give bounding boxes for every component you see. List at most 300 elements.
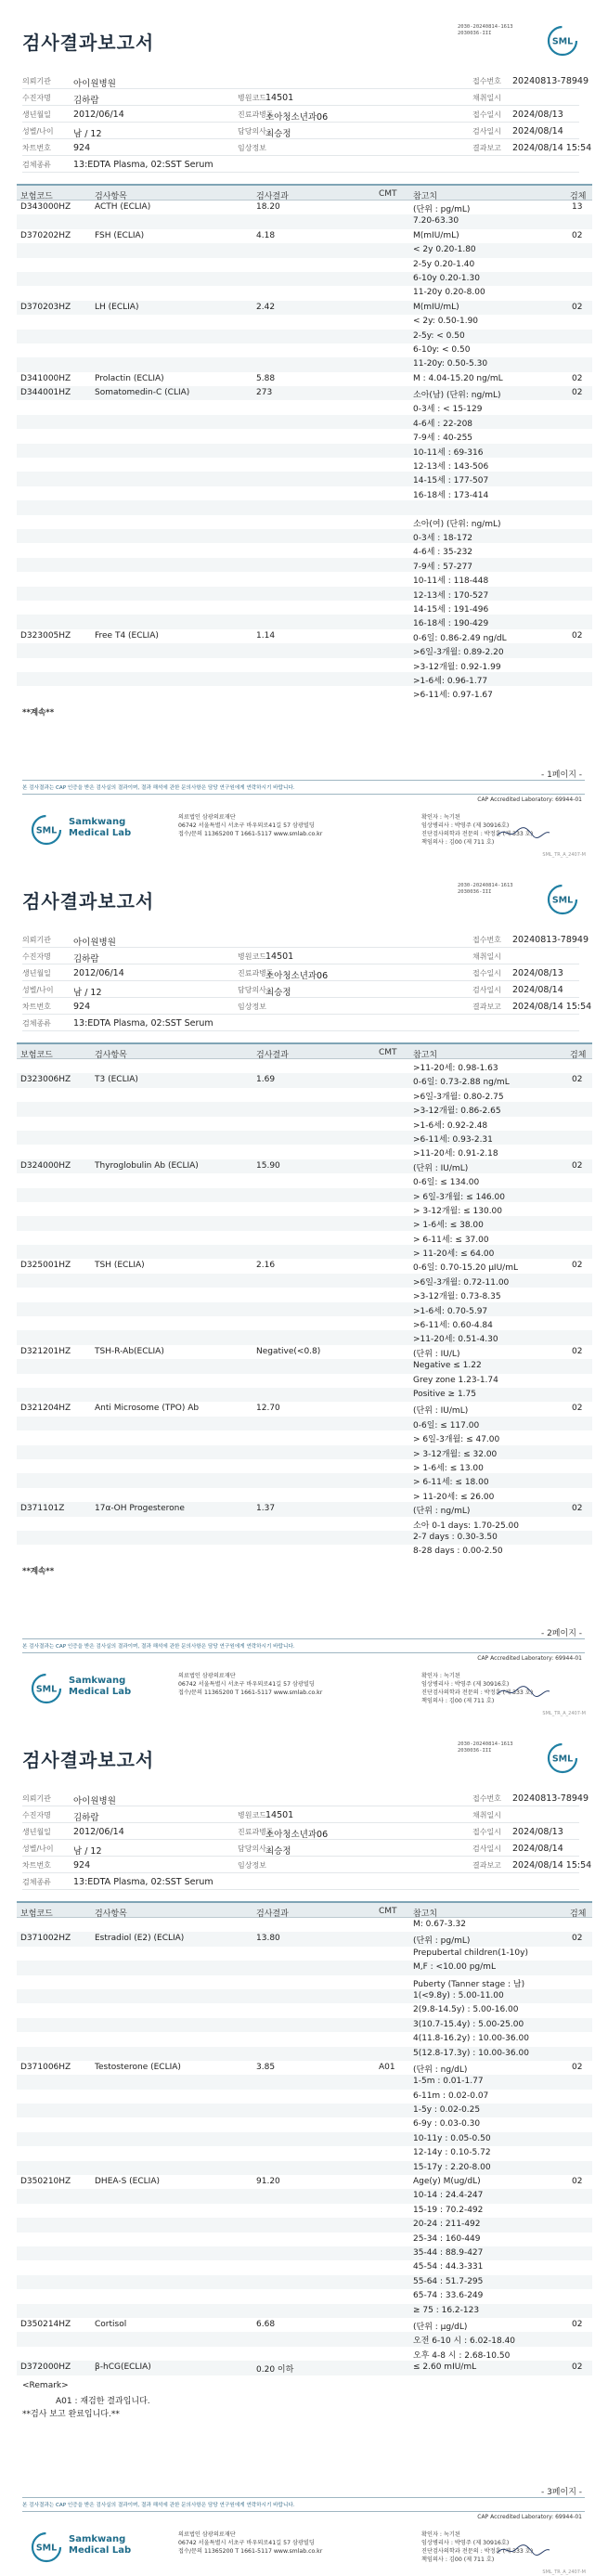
table-row bbox=[17, 2332, 592, 2346]
specimen: 02 bbox=[572, 302, 583, 312]
reference-range: 0-6일: 0.86-2.49 ng/dL bbox=[413, 633, 507, 643]
cap-accreditation: CAP Accredited Laboratory: 69944-01 bbox=[477, 1655, 582, 1662]
table-row bbox=[17, 1345, 592, 1359]
insurance-code: D325001HZ bbox=[20, 1261, 71, 1271]
collect-label: 채취일시 bbox=[472, 94, 501, 102]
specimen: 02 bbox=[572, 630, 583, 641]
accept-value: 2024/08/13 bbox=[512, 110, 563, 120]
signature-image bbox=[496, 1683, 551, 1700]
table-row bbox=[17, 1445, 592, 1459]
patient-info bbox=[22, 72, 592, 173]
test-name: Prolactin (ECLIA) bbox=[95, 373, 164, 383]
reference-range: > 6-11세: ≤ 18.00 bbox=[413, 1478, 489, 1488]
chart-value: 924 bbox=[73, 1860, 91, 1871]
reference-range: >6일-3개월: 0.72-11.00 bbox=[413, 1277, 510, 1288]
table-row bbox=[17, 258, 592, 272]
dept-value: 소아청소년과06 bbox=[265, 971, 329, 981]
reference-range: 오전 6-10 시 : 6.02-18.40 bbox=[413, 2337, 516, 2347]
chart-label: 차트번호 bbox=[22, 1861, 51, 1870]
reference-range: 0-3세 : 18-172 bbox=[413, 533, 473, 543]
test-result: 15.90 bbox=[256, 1160, 280, 1171]
signatory-line: 진단검사의학과 전문의 : 박정훈 (제 333 호) bbox=[421, 1689, 534, 1696]
info-row bbox=[22, 1823, 579, 1840]
dept-value: 소아청소년과06 bbox=[265, 112, 329, 123]
reference-range: >6일-3개월: 0.89-2.20 bbox=[413, 648, 504, 658]
chart-value: 924 bbox=[73, 143, 91, 153]
table-row bbox=[17, 587, 592, 601]
test-name: TSH-R-Ab(ECLIA) bbox=[95, 1346, 164, 1356]
result-label: 결과보고 bbox=[472, 1861, 501, 1870]
reference-range: 16-18세 : 190-429 bbox=[413, 619, 489, 629]
test-result: 91.20 bbox=[256, 2177, 280, 2187]
test-name: β-hCG(ECLIA) bbox=[95, 2362, 151, 2373]
table-row bbox=[17, 2146, 592, 2160]
barcode-text bbox=[458, 883, 513, 896]
test-name: Cortisol bbox=[95, 2319, 127, 2329]
document-id: SML_TR_A_2407-M bbox=[542, 2570, 586, 2575]
table-row bbox=[17, 1417, 592, 1430]
reference-range: 1(<9.8y) : 5.00-11.00 bbox=[413, 1990, 504, 2000]
reference-range: >6일-3개월: 0.80-2.75 bbox=[413, 1092, 504, 1102]
clinical-label: 임상정보 bbox=[238, 144, 266, 152]
insurance-code: D324000HZ bbox=[20, 1160, 71, 1171]
table-row bbox=[17, 2175, 592, 2189]
reference-range: > 1-6세: ≤ 13.00 bbox=[413, 1463, 484, 1473]
hospital-value: 아이원병원 bbox=[73, 79, 116, 89]
address-line: 06742 서울특별시 서초구 바우뫼로41길 57 삼광빌딩 bbox=[178, 1681, 315, 1688]
info-row bbox=[22, 1840, 579, 1857]
signatory-line: 임상병리사 : 박영주 (제 30916호) bbox=[421, 1681, 510, 1688]
table-row bbox=[17, 1131, 592, 1145]
table-row bbox=[17, 1932, 592, 1946]
chart-label: 차트번호 bbox=[22, 1003, 51, 1011]
reference-range: > 11-20세: ≤ 64.00 bbox=[413, 1249, 495, 1260]
sex-age-label: 성별/나이 bbox=[22, 127, 54, 136]
patient-label: 수진자명 bbox=[22, 1811, 51, 1819]
table-row bbox=[17, 2233, 592, 2246]
chart-label: 차트번호 bbox=[22, 144, 51, 152]
remark-end: **검사 보고 완료입니다.** bbox=[22, 2409, 120, 2419]
reference-range: M,F : <10.00 pg/mL bbox=[413, 1962, 496, 1973]
table-row bbox=[17, 1188, 592, 1202]
table-row bbox=[17, 2275, 592, 2289]
table-row bbox=[17, 1473, 592, 1487]
reference-range: 2-5y: < 0.50 bbox=[413, 330, 465, 341]
reference-range: >6-11세: 0.93-2.31 bbox=[413, 1134, 493, 1145]
table-row bbox=[17, 301, 592, 315]
test-name: FSH (ECLIA) bbox=[95, 230, 145, 240]
reference-range: < 2y: 0.50-1.90 bbox=[413, 317, 479, 327]
reference-range: >3-12개월: 0.73-8.35 bbox=[413, 1292, 501, 1302]
table-row bbox=[17, 1102, 592, 1116]
dept-label: 진료과병동 bbox=[238, 1828, 274, 1836]
check-value: 2024/08/14 bbox=[512, 126, 563, 136]
test-name: T3 (ECLIA) bbox=[95, 1075, 138, 1085]
table-row bbox=[17, 2061, 592, 2075]
test-name: ACTH (ECLIA) bbox=[95, 202, 151, 212]
remark-label: <Remark> bbox=[22, 2380, 69, 2390]
notice-bar bbox=[22, 1638, 585, 1653]
table-row bbox=[17, 558, 592, 572]
test-result: 4.18 bbox=[256, 230, 276, 240]
reference-range: (단위 : pg/mL) bbox=[413, 1936, 471, 1947]
sex-age-label: 성별/나이 bbox=[22, 986, 54, 994]
table-row bbox=[17, 1145, 592, 1159]
reference-range: Positive ≥ 1.75 bbox=[413, 1389, 476, 1399]
table-row bbox=[17, 214, 592, 228]
sample-value: 13:EDTA Plasma, 02:SST Serum bbox=[73, 1018, 213, 1029]
table-row bbox=[17, 1517, 592, 1531]
table-row bbox=[17, 643, 592, 657]
signatory-line: 임상병리사 : 박영주 (제 30916호) bbox=[421, 2540, 510, 2546]
notice-bar bbox=[22, 2497, 585, 2512]
table-row bbox=[17, 1059, 592, 1073]
info-row bbox=[22, 1015, 579, 1031]
signature-image bbox=[496, 2542, 551, 2558]
reference-range: 6-10y: < 0.50 bbox=[413, 344, 471, 355]
reference-range: (단위 : IU/mL) bbox=[413, 1406, 469, 1417]
insurance-code: D323006HZ bbox=[20, 1075, 71, 1085]
table-row bbox=[17, 400, 592, 414]
info-row bbox=[22, 964, 579, 981]
column-header-insurance-code: 보험코드 bbox=[20, 192, 53, 201]
table-row bbox=[17, 1245, 592, 1259]
insurance-code: D370203HZ bbox=[20, 302, 71, 312]
table-row bbox=[17, 2204, 592, 2218]
table-row bbox=[17, 1430, 592, 1444]
address-line: 06742 서울특별시 서초구 바우뫼로41길 57 삼광빌딩 bbox=[178, 822, 315, 829]
insurance-code: D321201HZ bbox=[20, 1346, 71, 1356]
chart-value: 924 bbox=[73, 1002, 91, 1012]
table-row bbox=[17, 1402, 592, 1416]
info-row bbox=[22, 948, 579, 964]
doctor-value: 최승정 bbox=[265, 129, 291, 139]
reference-range: >1-6세: 0.96-1.77 bbox=[413, 676, 488, 686]
specimen: 02 bbox=[572, 1261, 583, 1271]
reference-range: >3-12개월: 0.86-2.65 bbox=[413, 1107, 501, 1117]
signatory-line: 확인자 : 녹기된 bbox=[421, 814, 460, 821]
table-header bbox=[17, 184, 592, 201]
notice-text: 본 검사결과는 CAP 인증을 받은 검사실의 결과이며, 결과 해석에 관한 문의사항은 담당 연구원에게 연락하시기 바랍니다. bbox=[22, 2503, 295, 2508]
company-name-line: Medical Lab bbox=[69, 2545, 132, 2556]
birth-label: 생년월일 bbox=[22, 1828, 51, 1836]
reference-range: 7-9세 : 40-255 bbox=[413, 434, 473, 444]
barcode-text bbox=[458, 24, 513, 37]
remark-a01: A01 : 재검한 결과입니다. bbox=[56, 2396, 150, 2406]
signatory-line: 확인자 : 녹기된 bbox=[421, 1673, 460, 1679]
column-header-reference-range: 참고치 bbox=[413, 192, 438, 201]
table-row bbox=[17, 1918, 592, 1932]
table-row bbox=[17, 2090, 592, 2104]
table-row bbox=[17, 1202, 592, 1216]
test-name: Thyroglobulin Ab (ECLIA) bbox=[95, 1160, 199, 1171]
reference-range: (단위 : IU/L) bbox=[413, 1349, 460, 1359]
results-table bbox=[17, 184, 592, 701]
reference-range: 0-3세 : < 15-129 bbox=[413, 405, 483, 415]
reference-range: 10-11세 : 118-448 bbox=[413, 576, 489, 587]
column-header-test-result: 검사결과 bbox=[256, 192, 289, 201]
table-row bbox=[17, 1216, 592, 1230]
report-page bbox=[0, 1717, 608, 2576]
column-header-reference-range: 참고치 bbox=[413, 1051, 438, 1060]
hospital-label: 의뢰기관 bbox=[22, 77, 51, 85]
reference-range: 15-19 : 70.2-492 bbox=[413, 2205, 484, 2215]
receipt-value: 20240813-78949 bbox=[512, 935, 589, 945]
barcode-line: 2030036-III bbox=[458, 31, 492, 36]
column-header-test-name: 검사항목 bbox=[95, 1051, 127, 1060]
info-row bbox=[22, 1873, 579, 1890]
reference-range: Age(y) M(ug/dL) bbox=[413, 2177, 481, 2187]
company-name-line: Samkwang bbox=[69, 817, 126, 827]
test-result: 2.16 bbox=[256, 1261, 276, 1271]
reference-range: 오후 4-8 시 : 2.68-10.50 bbox=[413, 2350, 511, 2361]
test-name: Estradiol (E2) (ECLIA) bbox=[95, 1934, 185, 1944]
dept-label: 진료과병동 bbox=[238, 969, 274, 977]
receipt-value: 20240813-78949 bbox=[512, 1793, 589, 1804]
address-line: 06742 서울특별시 서초구 바우뫼로41길 57 삼광빌딩 bbox=[178, 2540, 315, 2546]
address-line: 의료법인 삼광의료재단 bbox=[178, 814, 236, 821]
reference-range: ≥ 75 : 16.2-123 bbox=[413, 2305, 480, 2315]
doctor-label: 담당의사 bbox=[238, 127, 266, 136]
reference-range: 7-9세 : 57-277 bbox=[413, 562, 473, 572]
barcode-line: 2030036-III bbox=[458, 889, 492, 895]
test-result: 3.85 bbox=[256, 2062, 276, 2072]
signatory-line: 임상병리사 : 박영주 (제 30916호) bbox=[421, 822, 510, 829]
specimen: 02 bbox=[572, 2062, 583, 2072]
signatory-line: 책임의사 : 김00 (제 711 호) bbox=[421, 2557, 495, 2563]
reference-range: >11-20세: 0.98-1.63 bbox=[413, 1064, 498, 1073]
reference-range: >3-12개월: 0.92-1.99 bbox=[413, 662, 501, 672]
table-row bbox=[17, 1459, 592, 1473]
code-label: 병원코드 bbox=[238, 1811, 266, 1819]
reference-range: >1-6세: 0.70-5.97 bbox=[413, 1306, 488, 1316]
reference-range: 4-6세 : 35-232 bbox=[413, 548, 473, 558]
info-row bbox=[22, 981, 579, 998]
info-row bbox=[22, 998, 592, 1015]
specimen: 02 bbox=[572, 2362, 583, 2373]
reference-range: > 6-11세: ≤ 37.00 bbox=[413, 1235, 489, 1245]
table-row bbox=[17, 415, 592, 429]
table-row bbox=[17, 2218, 592, 2232]
table-row bbox=[17, 543, 592, 557]
clinical-label: 임상정보 bbox=[238, 1861, 266, 1870]
table-row bbox=[17, 1975, 592, 1989]
reference-range: (단위 : IU/mL) bbox=[413, 1163, 469, 1173]
company-name-line: Samkwang bbox=[69, 1676, 126, 1686]
table-row bbox=[17, 1231, 592, 1245]
reference-range: 11-20y: 0.50-5.30 bbox=[413, 359, 488, 369]
reference-range: > 1-6세: ≤ 38.00 bbox=[413, 1221, 484, 1231]
result-value: 2024/08/14 15:54 bbox=[512, 1002, 592, 1012]
test-result: 18.20 bbox=[256, 202, 280, 212]
code-value: 14501 bbox=[265, 93, 294, 103]
sml-logo-icon bbox=[546, 24, 579, 58]
reference-range: 소아(남) (단위: ng/mL) bbox=[413, 391, 501, 401]
info-row bbox=[22, 1857, 592, 1873]
table-row bbox=[17, 444, 592, 458]
collect-label: 채취일시 bbox=[472, 1811, 501, 1819]
report-page bbox=[0, 0, 608, 859]
table-row bbox=[17, 2189, 592, 2203]
table-row bbox=[17, 386, 592, 400]
column-header-specimen: 검체 bbox=[570, 192, 587, 201]
reference-range: ≤ 2.60 mIU/mL bbox=[413, 2362, 477, 2373]
insurance-code: D371006HZ bbox=[20, 2062, 71, 2072]
table-row bbox=[17, 1288, 592, 1301]
address-line: 접수/문의 11365200 T 1661-5117 www.smlab.co.kr bbox=[178, 1689, 323, 1696]
samkwang-logo-icon bbox=[30, 1672, 63, 1705]
sample-value: 13:EDTA Plasma, 02:SST Serum bbox=[73, 1877, 213, 1887]
info-row bbox=[22, 72, 589, 89]
table-row bbox=[17, 357, 592, 371]
receipt-label: 접수번호 bbox=[472, 1794, 501, 1803]
barcode-line: 2030-20240814-1613 bbox=[458, 883, 513, 888]
sample-value: 13:EDTA Plasma, 02:SST Serum bbox=[73, 160, 213, 170]
info-row bbox=[22, 156, 579, 173]
reference-range: (단위 : pg/mL) bbox=[413, 205, 471, 214]
table-row bbox=[17, 658, 592, 672]
reference-range: >6-11세: 0.97-1.67 bbox=[413, 691, 493, 701]
reference-range: > 3-12개월: ≤ 32.00 bbox=[413, 1449, 498, 1459]
table-row bbox=[17, 2161, 592, 2175]
table-row bbox=[17, 286, 592, 300]
table-row bbox=[17, 2246, 592, 2260]
check-value: 2024/08/14 bbox=[512, 1844, 563, 1854]
birth-value: 2012/06/14 bbox=[73, 1827, 124, 1837]
barcode-line: 2030036-III bbox=[458, 1748, 492, 1754]
logo-text: SML bbox=[35, 825, 58, 836]
company-name-line: Medical Lab bbox=[69, 828, 132, 838]
company-name-line: Medical Lab bbox=[69, 1687, 132, 1697]
reference-range: 14-15세 : 191-496 bbox=[413, 604, 489, 615]
specimen: 02 bbox=[572, 388, 583, 398]
table-row bbox=[17, 372, 592, 386]
reference-range: 45-54 : 44.3-331 bbox=[413, 2262, 484, 2272]
table-row bbox=[17, 2117, 592, 2131]
sample-label: 검체종류 bbox=[22, 161, 51, 169]
table-row bbox=[17, 629, 592, 643]
samkwang-logo-icon bbox=[30, 2531, 63, 2564]
patient-value: 김하람 bbox=[73, 1813, 99, 1823]
accept-value: 2024/08/13 bbox=[512, 968, 563, 978]
reference-range: 12-13세 : 143-506 bbox=[413, 462, 489, 472]
info-row bbox=[22, 139, 592, 156]
company-name-line: Samkwang bbox=[69, 2534, 126, 2544]
table-row bbox=[17, 2003, 592, 2017]
column-header-specimen: 검체 bbox=[570, 1909, 587, 1919]
reference-range: 55-64 : 51.7-295 bbox=[413, 2276, 484, 2286]
table-row bbox=[17, 1259, 592, 1273]
reference-range: 0-6일: 0.70-15.20 μIU/mL bbox=[413, 1263, 518, 1274]
reference-range: 10-14 : 24.4-247 bbox=[413, 2191, 484, 2201]
table-row bbox=[17, 2361, 592, 2375]
receipt-value: 20240813-78949 bbox=[512, 76, 589, 86]
specimen: 02 bbox=[572, 373, 583, 383]
check-label: 검사일시 bbox=[472, 986, 501, 994]
table-row bbox=[17, 686, 592, 700]
column-header-cmt: CMT bbox=[379, 189, 397, 199]
hospital-value: 아이원병원 bbox=[73, 1796, 116, 1806]
result-value: 2024/08/14 15:54 bbox=[512, 143, 592, 153]
insurance-code: D350210HZ bbox=[20, 2177, 71, 2187]
table-row bbox=[17, 2260, 592, 2274]
signatory-line: 진단검사의학과 전문의 : 박정훈 (제 333 호) bbox=[421, 2548, 534, 2555]
results-table bbox=[17, 1901, 592, 2375]
company-address bbox=[178, 813, 322, 838]
test-result: 12.70 bbox=[256, 1404, 280, 1414]
table-row bbox=[17, 2032, 592, 2046]
reference-range: 15-17y : 2.20-8.00 bbox=[413, 2162, 491, 2172]
specimen: 13 bbox=[572, 202, 583, 212]
reference-range: 6-10y 0.20-1.30 bbox=[413, 273, 480, 283]
accept-label: 접수일시 bbox=[472, 1828, 501, 1836]
test-name: Anti Microsome (TPO) Ab bbox=[95, 1404, 200, 1414]
column-header-test-result: 검사결과 bbox=[256, 1909, 289, 1919]
table-row bbox=[17, 1947, 592, 1961]
page-title: 검사결과보고서 bbox=[22, 1749, 155, 1771]
reference-range: 7.20-63.30 bbox=[413, 216, 459, 227]
table-row bbox=[17, 2318, 592, 2332]
sml-logo-icon bbox=[546, 883, 579, 916]
reference-range: 2(9.8-14.5y) : 5.00-16.00 bbox=[413, 2005, 519, 2015]
reference-range: 12-14y : 0.10-5.72 bbox=[413, 2148, 491, 2158]
code-value: 14501 bbox=[265, 951, 294, 962]
column-header-test-name: 검사항목 bbox=[95, 1909, 127, 1919]
specimen: 02 bbox=[572, 1346, 583, 1356]
info-row bbox=[22, 1790, 589, 1806]
receipt-label: 접수번호 bbox=[472, 936, 501, 944]
table-row bbox=[17, 1274, 592, 1288]
table-row bbox=[17, 1117, 592, 1131]
table-row bbox=[17, 1173, 592, 1187]
dept-value: 소아청소년과06 bbox=[265, 1830, 329, 1840]
insurance-code: D343000HZ bbox=[20, 202, 71, 212]
continued-label: **계속** bbox=[22, 1567, 55, 1576]
continued-label: **계속** bbox=[22, 708, 55, 718]
test-result: 1.69 bbox=[256, 1075, 276, 1085]
reference-range: >11-20세: 0.91-2.18 bbox=[413, 1149, 498, 1159]
reference-range: < 2y 0.20-1.80 bbox=[413, 245, 476, 255]
hospital-label: 의뢰기관 bbox=[22, 936, 51, 944]
info-row bbox=[22, 123, 579, 139]
reference-range: 16-18세 : 173-414 bbox=[413, 490, 489, 500]
reference-range: 3(10.7-15.4y) : 5.00-25.00 bbox=[413, 2019, 524, 2029]
table-row bbox=[17, 2347, 592, 2361]
table-row bbox=[17, 529, 592, 543]
birth-label: 생년월일 bbox=[22, 969, 51, 977]
specimen: 02 bbox=[572, 2177, 583, 2187]
test-result: 1.14 bbox=[256, 630, 276, 641]
logo-text: SML bbox=[35, 1684, 58, 1695]
page-number: - 1페이지 - bbox=[540, 770, 582, 780]
patient-info bbox=[22, 931, 592, 1031]
reference-range: 20-24 : 211-492 bbox=[413, 2220, 481, 2230]
table-row bbox=[17, 1302, 592, 1316]
sample-label: 검체종류 bbox=[22, 1019, 51, 1028]
barcode-text bbox=[458, 1741, 513, 1754]
table-row bbox=[17, 343, 592, 357]
column-header-reference-range: 참고치 bbox=[413, 1909, 438, 1919]
table-row bbox=[17, 2104, 592, 2117]
table-row bbox=[17, 601, 592, 615]
accept-value: 2024/08/13 bbox=[512, 1827, 563, 1837]
birth-value: 2012/06/14 bbox=[73, 110, 124, 120]
table-row bbox=[17, 1502, 592, 1516]
logo-text: SML bbox=[551, 1754, 574, 1765]
table-row bbox=[17, 201, 592, 214]
reference-range: (단위 : μg/dL) bbox=[413, 2322, 468, 2332]
table-row bbox=[17, 1531, 592, 1545]
